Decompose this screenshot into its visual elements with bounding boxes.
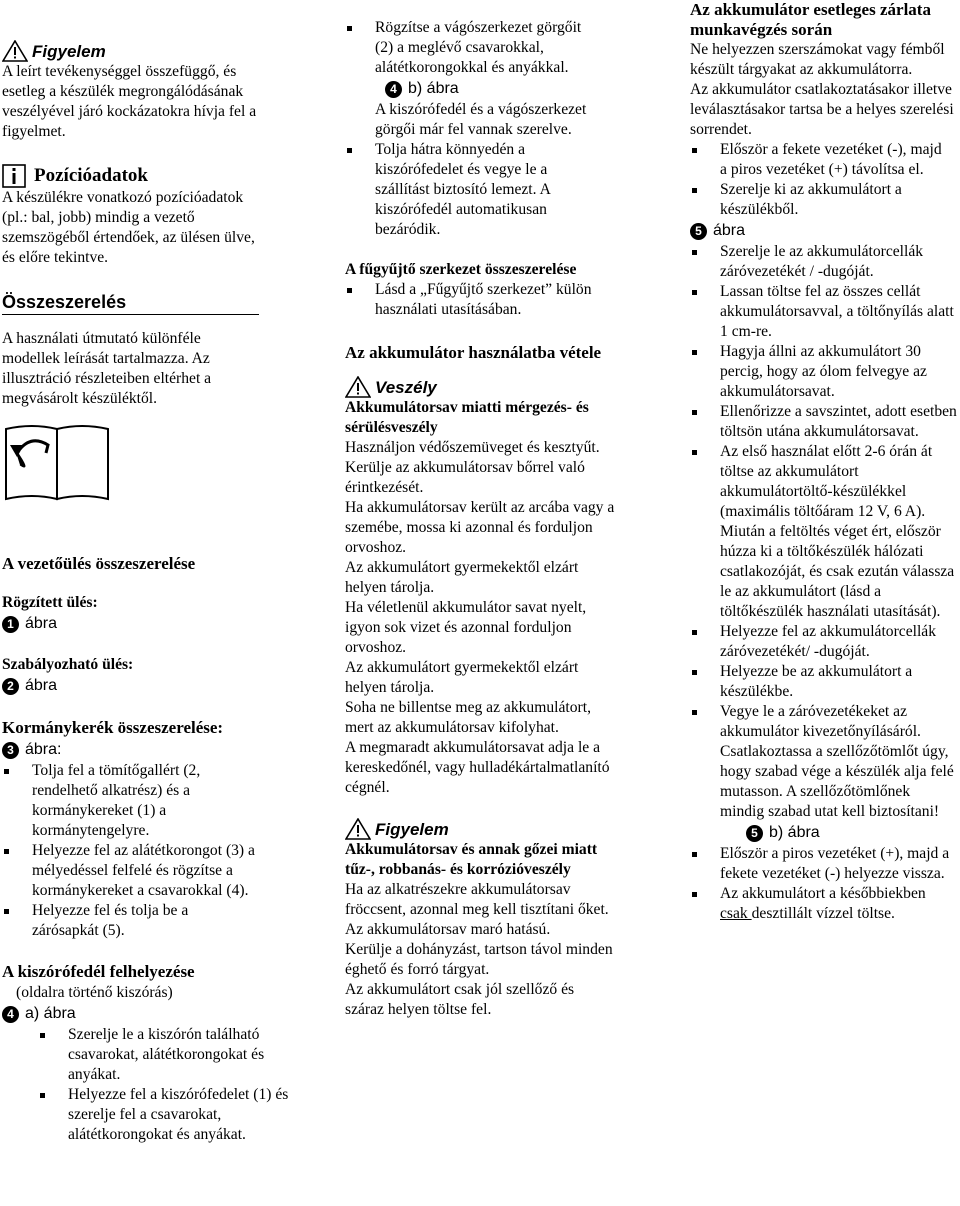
list-item: Vegye le a záróvezetékeket az akkumulátor kivezetőnyílásáról. Csatlakoztassa a szellőzőtömlőt úgy, hogy szabad vége a készülék alja felé mutasson. A szellőzőtömlőnek mindig szabad utat kell biztosítani! [690,702,958,822]
list-item: Helyezze be az akkumulátort a készülékbe. [690,662,958,702]
list-item-text-end: desztillált vízzel töltse. [751,905,895,922]
list-item: Lásd a „Fűgyűjtő szerkezet” külön használati utasításában. [345,280,615,320]
warning-body [345,880,615,1020]
list-item-text: Az akkumulátort a későbbiekben [720,885,926,902]
list-item: Ellenőrizze a savszintet, adott esetben töltsön utána akkumulátorsavat. [690,402,958,442]
grass-catcher-steps [345,280,615,320]
warning-title: Figyelem [375,820,449,839]
assembly-text: A használati útmutató különféle modellek leírását tartalmazza. Az illusztráció részleteiben eltérhet a megvásárolt készüléktől. [2,330,212,407]
grass-catcher-title: A fűgyűjtő szerkezet összeszerelése [345,261,577,278]
steering-title: Kormánykerék összeszerelése: [2,718,224,737]
short-circuit-title: Az akkumulátor esetleges zárlata munkavégzés során [690,0,931,39]
open-book-icon [2,423,114,503]
figure-label: a) ábra [25,1005,76,1022]
warning-title: Figyelem [32,42,106,61]
figure-number-badge: 2 [2,678,19,695]
warning-triangle-icon [345,818,371,840]
figure-label: b) ábra [408,80,459,97]
figure-number-badge: 1 [2,616,19,633]
paragraph: Ne helyezzen szerszámokat vagy fémből készült tárgyakat az akkumulátorra. [690,41,945,78]
steering-steps [2,761,257,941]
danger-title: Veszély [375,378,437,397]
list-item: Szerelje le a kiszórón található csavarokat, alátétkorongokat és anyákat. [38,1025,318,1085]
danger-body [345,438,615,798]
paragraph: Kerülje a dohányzást, tartson távol minden éghető és forró tárgyat. [345,941,613,978]
paragraph: Az akkumulátor csatlakoztatásakor illetve leválasztásakor tartsa be a helyes szerelési sorrendet. [690,81,954,138]
column-3 [690,0,958,924]
list-item: Helyezze fel a kiszórófedelet (1) és szerelje fel a csavarokat, alátétkorongokat és anyákat. [38,1085,318,1145]
info-icon [2,164,26,188]
figure-2-ref [2,675,320,697]
figure-number-badge: 3 [2,742,19,759]
warning-subtitle: Akkumulátorsav és annak gőzei miatt tűz-, robbanás- és korrózióveszély [345,841,598,878]
figure-label: b) ábra [769,824,820,841]
short-circuit-body [690,40,955,140]
danger-subtitle: Akkumulátorsav miatti mérgezés- és sérülésveszély [345,399,589,436]
info-text: A készülékre vonatkozó pozícióadatok (pl.: bal, jobb) mindig a vezető szemszögéből értendőek, az ülésen ülve, és előre tekintve. [2,189,255,266]
info-heading [2,164,320,188]
roller-steps [345,18,595,78]
list-item: Szerelje ki az akkumulátort a készülékből. [690,180,950,220]
list-item: Szerelje le az akkumulátorcellák záróvezetékét / -dugóját. [690,242,958,282]
chute-subtitle: (oldalra történő kiszórás) [16,984,173,1001]
figure-number-badge: 5 [690,223,707,240]
paragraph: A megmaradt akkumulátorsavat adja le a kereskedőnél, vagy hulladékártalmatlanító cégnél. [345,739,610,796]
list-item: Az első használat előtt 2-6 órán át töltse az akkumulátort akkumulátortöltő-készülékkel (maximális töltőáram 12 V, 6 A). Miután a feltöltés véget ért, először húzza ki a töltőkészülék hálózati csatlakozóját, és csak ezután válassza le az akkumulátort (lásd a töltőkészülék használati utasítását). [690,442,958,622]
figure-5-ref [690,220,958,242]
list-item: Lassan töltse fel az összes cellát akkumulátorsavval, a töltőnyílás alatt 1 cm-re. [690,282,958,342]
figure-label: ábra [25,615,58,632]
column-1 [2,0,320,1145]
list-item: Helyezze fel az alátétkorongot (3) a mélyedéssel felfelé és rögzítse a kormánykereket a csavarokkal (4). [2,841,257,901]
paragraph: Soha ne billentse meg az akkumulátort, mert az akkumulátorsav kifolyhat. [345,699,591,736]
seat-assembly-title: A vezetőülés összeszerelése [2,554,196,573]
figure-1-ref [2,613,320,635]
chute-pull-steps [345,140,605,240]
figure-5b-ref [690,822,958,844]
paragraph: Az akkumulátort gyermekektől elzárt helyen tárolja. [345,659,579,696]
figure-4b-note: A kiszórófedél és a vágószerkezet görgői már fel vannak szerelve. [375,101,587,138]
battery-title: Az akkumulátor használatba vétele [345,343,602,362]
info-title: Pozícióadatok [34,165,148,186]
list-item [690,884,950,924]
warning-heading [2,36,320,62]
paragraph: Az akkumulátort gyermekektől elzárt helyen tárolja. [345,559,579,596]
list-item: Hagyja állni az akkumulátort 30 percig, hogy az ólom felvegye az akkumulátorsavat. [690,342,958,402]
column-2 [345,0,647,1020]
warning-triangle-icon [345,376,371,398]
chute-title: A kiszórófedél felhelyezése [2,962,195,981]
warning-triangle-icon [2,40,28,62]
assembly-title: Összeszerelés [2,290,259,315]
list-item: Helyezze fel az akkumulátorcellák záróvezetékét/ -dugóját. [690,622,958,662]
removal-steps [690,140,950,220]
warning-heading-2 [345,814,647,840]
danger-heading [345,372,647,398]
chute-steps [2,1025,318,1145]
figure-4b-ref [345,78,647,100]
list-item: Rögzítse a vágószerkezet görgőit (2) a meglévő csavarokkal, alátétkorongokkal és anyákkal. [345,18,595,78]
paragraph: Használjon védőszemüveget és kesztyűt. Kerülje az akkumulátorsav bőrrel való érintkezését. [345,439,600,496]
paragraph: Ha az alkatrészekre akkumulátorsav fröccsent, azonnal meg kell tisztítani őket. Az akkumulátorsav maró hatású. [345,881,609,938]
paragraph: Az akkumulátort csak jól szellőző és száraz helyen töltse fel. [345,981,575,1018]
paragraph: Ha véletlenül akkumulátor savat nyelt, igyon sok vizet és azonnal forduljon orvoshoz. [345,599,587,656]
connection-steps [690,844,950,924]
list-item: Helyezze fel és tolja be a zárósapkát (5). [2,901,257,941]
fixed-seat-label: Rögzített ülés: [2,594,98,611]
paragraph: Ha akkumulátorsav került az arcába vagy a szemébe, mossa ki azonnal és forduljon orvoshoz. [345,499,615,556]
list-item: Először a piros vezetéket (+), majd a fekete vezetéket (-) helyezze vissza. [690,844,950,884]
figure-number-badge: 5 [746,825,763,842]
list-item: Először a fekete vezetéket (-), majd a piros vezetéket (+) távolítsa el. [690,140,950,180]
figure-number-badge: 4 [2,1006,19,1023]
figure-label: ábra [25,677,58,694]
figure-label: ábra: [25,741,62,758]
figure-3-ref [2,739,320,761]
adjustable-seat-label: Szabályozható ülés: [2,656,134,673]
underlined-word: csak [720,905,752,922]
figure-4a-ref [2,1003,320,1025]
list-item: Tolja hátra könnyedén a kiszórófedelet és vegye le a szállítást biztosító lemezt. A kiszórófedél automatikusan bezáródik. [345,140,605,240]
filling-steps [690,242,958,822]
figure-label: ábra [713,222,746,239]
warning-text: A leírt tevékenységgel összefüggő, és esetleg a készülék megrongálódásának veszélyével járó kockázatokra hívja fel a figyelmet. [2,63,257,140]
list-item: Tolja fel a tömítőgallért (2, rendelhető alkatrész) és a kormánykereket (1) a kormánytengelyre. [2,761,257,841]
figure-number-badge: 4 [385,81,402,98]
